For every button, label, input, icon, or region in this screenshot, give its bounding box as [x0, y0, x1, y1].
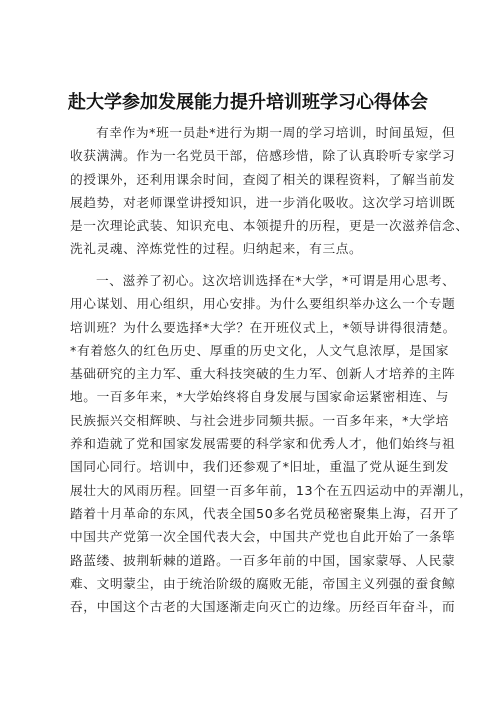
- paragraph-line: 中国共产党第一次全国代表大会，中国共产党也自此开始了一条筚: [70, 529, 456, 545]
- paragraph-2: [70, 269, 473, 618]
- paragraph-line: 难、文明蒙尘，由于统治阶级的腐败无能，帝国主义列强的蚕食鲸: [70, 575, 456, 591]
- paragraph-1: [70, 121, 469, 261]
- paragraph-line: 展壮大的风雨历程。回望一百多年前，13个在五四运动中的弄潮儿，: [70, 482, 473, 498]
- paragraph-line: 踏着十月革命的东风，代表全国50多名党员秘密聚集上海，召开了: [70, 505, 460, 521]
- paragraph-line: 洗礼灵魂、淬炼党性的过程。归纳起来，有三点。: [70, 241, 363, 257]
- paragraph-line: 有幸作为*班一员赴*进行为期一周的学习培训，时间虽短，但: [96, 125, 456, 140]
- paragraph-line: 国同心同行。培训中，我们还参观了*旧址，重温了党从诞生到发: [70, 459, 449, 475]
- paragraph-line: 展趋势，对老师课堂讲授知识，进一步消化吸收。这次学习培训既: [70, 194, 456, 210]
- paragraph-line: 收获满满。作为一名党员干部，倍感珍惜，除了认真聆听专家学习: [70, 148, 456, 164]
- paragraph-line: 一、滋养了初心。这次培训选择在*大学，*可谓是用心思考、: [96, 273, 456, 288]
- paragraph-line: 用心谋划、用心组织，用心安排。为什么要组织举办这么一个专题: [70, 296, 456, 312]
- paragraph-line: 培训班？为什么要选择*大学？在开班仪式上，*领导讲得很清楚。: [70, 319, 456, 335]
- paragraph-line: 的授课外，还利用课余时间，查阅了相关的课程资料，了解当前发: [70, 171, 456, 187]
- paragraph-line: *有着悠久的红色历史、厚重的历史文化，人文气息浓厚，是国家: [70, 342, 449, 358]
- paragraph-line: 民族振兴交相辉映、与社会进步同频共振。一百多年来，*大学培: [70, 412, 449, 428]
- paragraph-line: 地。一百多年来，*大学始终将自身发展与国家命运紧密相连、与: [70, 389, 449, 405]
- paragraph-line: 是一次理论武装、知识充电、本领提升的历程，更是一次滋养信念、: [70, 218, 469, 234]
- document-title: 赴大学参加发展能力提升培训班学习心得体会: [68, 92, 428, 113]
- paragraph-line: 路蓝缕、披荆斩棘的道路。一百多年前的中国，国家蒙辱、人民蒙: [70, 552, 456, 568]
- paragraph-line: 养和造就了党和国家发展需要的科学家和优秀人才，他们始终与祖: [70, 436, 456, 452]
- paragraph-line: 吞，中国这个古老的大国逐渐走向灭亡的边缘。历经百年奋斗，而: [70, 599, 456, 615]
- paragraph-line: 基础研究的主力军、重大科技突破的生力军、创新人才培养的主阵: [70, 366, 456, 382]
